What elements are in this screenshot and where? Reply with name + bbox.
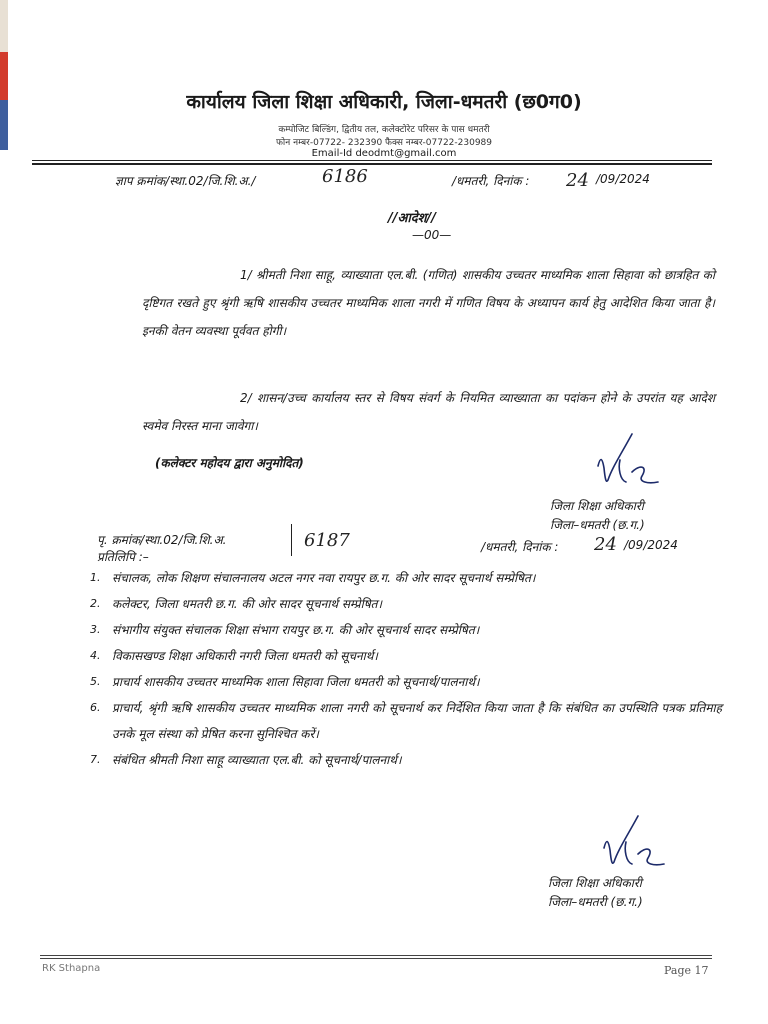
signature-mark-2: [596, 810, 676, 876]
copy-ref-number: 6187: [304, 530, 350, 551]
copy-ref-divider: [291, 524, 292, 556]
order-ref-prefix: ज्ञाप क्रमांक/स्था.02/जि.शि.अ./: [115, 174, 256, 188]
copy-month-year: /09/2024: [624, 538, 678, 552]
order-paragraph-1: [142, 261, 715, 345]
page-number: Page 17: [664, 964, 709, 977]
office-address: कम्पोजिट बिल्डिंग, द्वितीय तल, कलेक्टोरेट परिसर के पास धमतरी: [278, 125, 490, 135]
list-item: 5. प्राचार्य शासकीय उच्चतर माध्यमिक शाला सिहावा जिला धमतरी को सूचनार्थ/पालनार्थ।: [90, 675, 480, 689]
signature2-office: जिला–धमतरी (छ.ग.): [548, 895, 643, 909]
office-phone-fax: फोन नम्बर-07722- 232390 फैक्स नम्बर-07722-230989: [275, 138, 493, 148]
list-item: 4. विकासखण्ड शिक्षा अधिकारी नगरी जिला धमतरी को सूचनार्थ।: [90, 649, 378, 663]
footer-left-text: RK Sthapna: [42, 963, 101, 974]
list-item: 2. कलेक्टर, जिला धमतरी छ.ग. की ओर सादर सूचनार्थ सम्प्रेषित।: [90, 597, 383, 611]
copy-recipient-list: [90, 565, 722, 773]
order-heading-sub: —00—: [412, 228, 452, 242]
list-item: 1. संचालक, लोक शिक्षण संचालनालय अटल नगर नवा रायपुर छ.ग. की ओर सादर सूचनार्थ सम्प्रेषित।: [90, 571, 536, 585]
signature2-designation: जिला शिक्षा अधिकारी: [548, 876, 642, 890]
copy-ref-prefix: पृ. क्रमांक/स्था.02/जि.शि.अ.: [97, 533, 227, 547]
list-item: 7. संबंधित श्रीमती निशा साहू व्याख्याता एल.बी. को सूचनार्थ/पालनार्थ।: [90, 753, 402, 767]
order-paragraph-1-text: 1/ श्रीमती निशा साहू, व्याख्याता एल.बी. (गणित) शासकीय उच्चतर माध्यमिक शाला सिहावा को छात्रहित को दृष्टिगत रखते हुए श्रृंगी ऋषि शासकीय उच्चतर माध्यमिक शाला नगरी में गणित विषय के अध्यापन कार्य हेतु आदेशित किया जाता है। इनकी वेतन व्यवस्था पूर्ववत होगी।: [142, 268, 715, 338]
office-title: कार्यालय जिला शिक्षा अधिकारी, जिला-धमतरी (छ0ग0): [186, 91, 582, 113]
approval-note: (कलेक्टर महोदय द्वारा अनुमोदित): [155, 456, 304, 470]
copy-place-date-label: /धमतरी, दिनांक :: [481, 540, 559, 554]
order-ref-number: 6186: [322, 166, 368, 187]
copy-label: प्रतिलिपि :–: [97, 550, 149, 564]
header-rule-thick: [32, 163, 712, 165]
order-day: 24: [566, 170, 589, 191]
order-paragraph-2-text: 2/ शासन/उच्च कार्यालय स्तर से विषय संवर्ग के नियमित व्याख्याता का पदांकन होने के उपरांत यह आदेश स्वमेव निरस्त माना जावेगा।: [142, 391, 715, 433]
copy-day: 24: [594, 534, 617, 555]
list-item: 3. संभागीय संयुक्त संचालक शिक्षा संभाग रायपुर छ.ग. की ओर सूचनार्थ सादर सम्प्रेषित।: [90, 623, 480, 637]
header-rule: [32, 160, 712, 161]
signature-mark: [590, 428, 670, 494]
order-place-date-label: /धमतरी, दिनांक :: [452, 174, 530, 188]
office-email: Email-Id deodmt@gmail.com: [311, 148, 457, 159]
order-month-year: /09/2024: [596, 172, 650, 186]
order-heading: //आदेश//: [388, 211, 437, 226]
footer-rule: [40, 955, 712, 956]
signature1-office: जिला–धमतरी (छ.ग.): [550, 518, 645, 532]
list-item: 6. प्राचार्य, श्रृंगी ऋषि शासकीय उच्चतर माध्यमिक शाला नगरी को सूचनार्थ कर निर्देशित किया जाता है कि संबंधित का उपस्थिति पत्रक प्रतिमाह उनके मूल संस्था को प्रेषित करना सुनिश्चित करें।: [90, 701, 722, 741]
footer-rule-2: [40, 958, 712, 959]
signature1-designation: जिला शिक्षा अधिकारी: [550, 499, 644, 513]
